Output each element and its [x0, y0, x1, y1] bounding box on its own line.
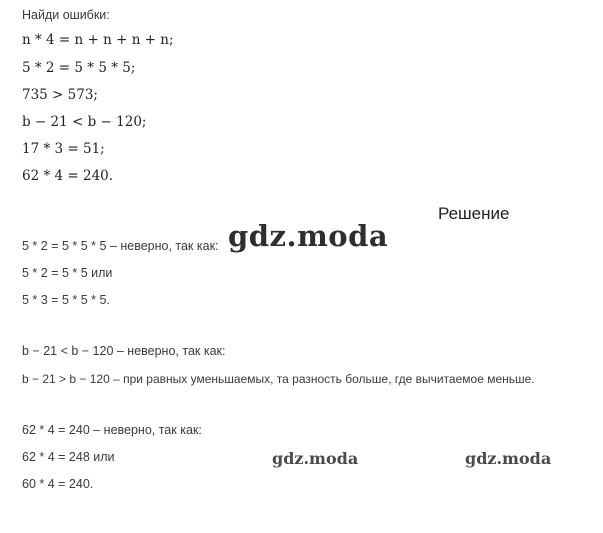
solution-line-8: 60 * 4 = 240. — [22, 477, 94, 491]
solution-line-5: b − 21 > b − 120 – при равных уменьшаемых, та разность больше, где вычитаемое меньше. — [22, 372, 535, 386]
solution-line-7: 62 * 4 = 248 или — [22, 450, 115, 464]
watermark-small-right: gdz.moda — [465, 449, 552, 468]
solution-line-3: 5 * 3 = 5 * 5 * 5. — [22, 293, 110, 307]
task-line-1: n * 4 = n + n + n + n; — [22, 32, 174, 48]
task-line-2: 5 * 2 = 5 * 5 * 5; — [22, 60, 136, 76]
watermark-large: gdz.moda — [228, 219, 389, 253]
solution-heading: Решение — [438, 204, 510, 223]
task-line-5: 17 * 3 = 51; — [22, 141, 105, 157]
solution-line-4: b − 21 < b − 120 – неверно, так как: — [22, 344, 226, 358]
task-line-3: 735 > 573; — [22, 87, 98, 103]
solution-line-2: 5 * 2 = 5 * 5 или — [22, 266, 113, 280]
solution-line-1: 5 * 2 = 5 * 5 * 5 – неверно, так как: — [22, 239, 219, 253]
task-line-4: b − 21 < b − 120; — [22, 114, 147, 130]
task-title: Найди ошибки: — [22, 8, 110, 22]
watermark-small-left: gdz.moda — [272, 449, 359, 468]
solution-line-6: 62 * 4 = 240 – неверно, так как: — [22, 423, 202, 437]
task-line-6: 62 * 4 = 240. — [22, 168, 114, 184]
